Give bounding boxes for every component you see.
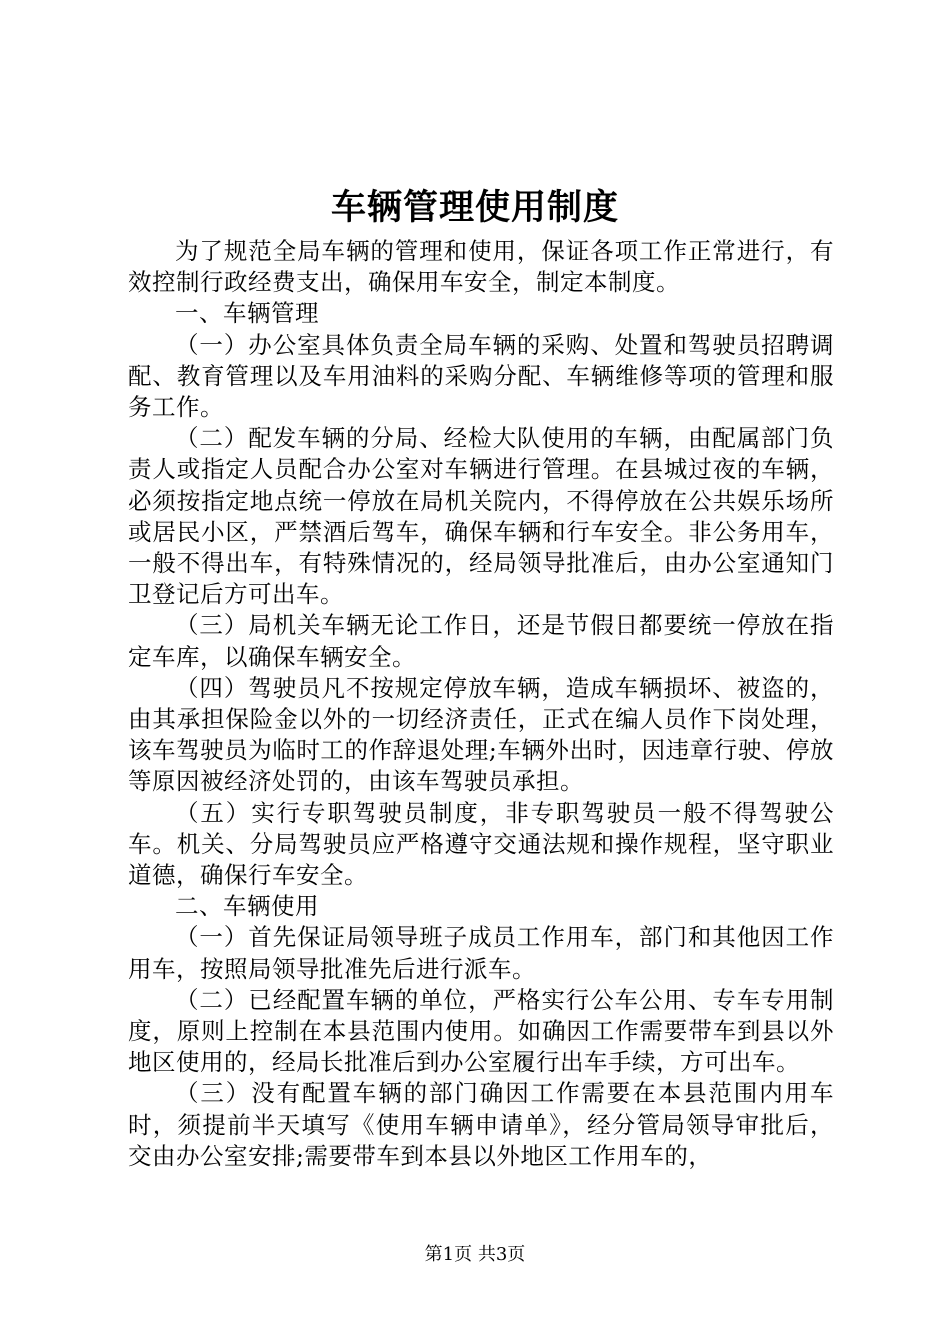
section-heading-vehicle-use: 二、车辆使用 xyxy=(175,892,319,921)
paragraph-use-1: （一）首先保证局领导班子成员工作用车，部门和其他因工作用车，按照局领导批准先后进行派车。 xyxy=(128,923,834,983)
document-title: 车辆管理使用制度 xyxy=(330,187,619,228)
paragraph-management-5: （五）实行专职驾驶员制度，非专职驾驶员一般不得驾驶公车。机关、分局驾驶员应严格遵守交通法规和操作规程，坚守职业道德，确保行车安全。 xyxy=(128,798,834,890)
paragraph-use-3: （三）没有配置车辆的部门确因工作需要在本县范围内用车时，须提前半天填写《使用车辆申请单》，经分管局领导审批后，交由办公室安排;需要带车到本县以外地区工作用车的， xyxy=(128,1079,834,1170)
intro-paragraph: 为了规范全局车辆的管理和使用，保证各项工作正常进行，有效控制行政经费支出，确保用车安全，制定本制度。 xyxy=(128,237,834,297)
paragraph-management-4: （四）驾驶员凡不按规定停放车辆，造成车辆损坏、被盗的，由其承担保险金以外的一切经济责任，正式在编人员作下岗处理，该车驾驶员为临时工的作辞退处理;车辆外出时，因违章行驶、停放等原因被经济处罚的，由该车驾驶员承担。 xyxy=(128,673,834,796)
paragraph-management-1: （一）办公室具体负责全局车辆的采购、处置和驾驶员招聘调配、教育管理以及车用油料的采购分配、车辆维修等项的管理和服务工作。 xyxy=(128,330,834,422)
paragraph-management-3: （三）局机关车辆无论工作日，还是节假日都要统一停放在指定车库，以确保车辆安全。 xyxy=(128,611,834,671)
document-body xyxy=(128,236,834,1172)
page-footer: 第1页 共3页 xyxy=(424,1244,526,1265)
paragraph-use-2: （二）已经配置车辆的单位，严格实行公车公用、专车专用制度，原则上控制在本县范围内使用。如确因工作需要带车到县以外地区使用的，经局长批准后到办公室履行出车手续，方可出车。 xyxy=(128,985,834,1077)
section-heading-vehicle-management: 一、车辆管理 xyxy=(175,299,319,328)
paragraph-management-2: （二）配发车辆的分局、经检大队使用的车辆，由配属部门负责人或指定人员配合办公室对车辆进行管理。在县城过夜的车辆，必须按指定地点统一停放在局机关院内，不得停放在公共娱乐场所或居民小区，严禁酒后驾车，确保车辆和行车安全。非公务用车，一般不得出车，有特殊情况的，经局领导批准后，由办公室通知门卫登记后方可出车。 xyxy=(128,424,834,609)
